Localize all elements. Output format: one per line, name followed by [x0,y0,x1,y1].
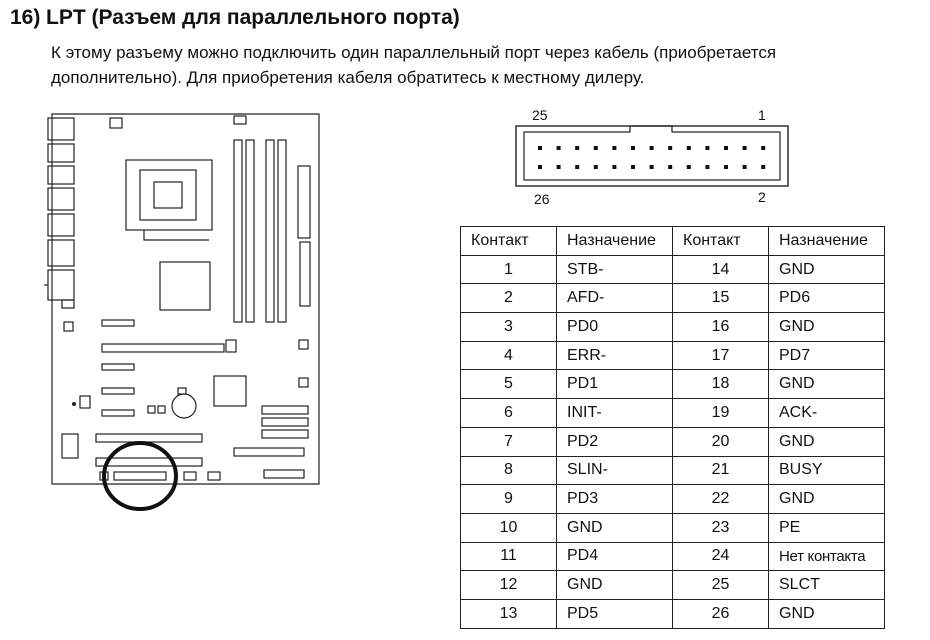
pin-number-cell: 22 [673,485,769,514]
sata-connector-2 [262,418,308,426]
connector-pin [705,146,709,150]
connector-pin [650,146,654,150]
table-row [461,370,885,399]
dimm-slot-3 [266,140,274,322]
motherboard-diagram [44,110,329,520]
connector-pin [575,146,579,150]
pin-number-cell: 23 [673,513,769,542]
pin-signal-cell: PE [769,513,885,542]
pcie-x1-slot-4 [102,410,134,416]
pin-number-cell: 3 [461,313,557,342]
pin-signal-cell: SLCT [769,571,885,600]
pin-signal-cell: BUSY [769,456,885,485]
table-header-row [461,227,885,256]
connector-pin [557,146,561,150]
pci-slot-1 [96,434,202,442]
cmos-battery [172,394,196,418]
connector-pin [761,146,765,150]
connector-pin [668,146,672,150]
pin-number-cell: 25 [673,571,769,600]
pin-signal-cell: INIT- [557,399,673,428]
header-definition-right: Назначение [769,227,885,256]
header-pin-right: Контакт [673,227,769,256]
pin-signal-cell: GND [769,313,885,342]
connector-pin [631,165,635,169]
pcie-x1-slot-1 [102,320,134,326]
pin-number-cell: 13 [461,599,557,628]
table-row [461,427,885,456]
pin-number-cell: 4 [461,341,557,370]
pin-number-cell: 5 [461,370,557,399]
pin-number-cell: 16 [673,313,769,342]
pin-number-cell: 10 [461,513,557,542]
pin-number-cell: 21 [673,456,769,485]
pin-signal-cell: GND [557,571,673,600]
pin-signal-cell: ACK- [769,399,885,428]
table-row [461,456,885,485]
pin-number-cell: 11 [461,542,557,571]
pin-number-cell: 20 [673,427,769,456]
connector-pin [557,165,561,169]
pcie-x1-slot-2 [102,364,134,370]
table-row [461,485,885,514]
pcie-x16-slot [102,344,224,352]
pin-number-cell: 7 [461,427,557,456]
pin-signal-cell: GND [769,485,885,514]
dimm-slot-1 [234,140,242,322]
northbridge-chip [160,262,210,310]
pin-signal-cell: GND [769,427,885,456]
pin-label-26: 26 [534,191,550,206]
connector-pin [761,165,765,169]
atx-power-connector [298,166,310,238]
pin-signal-cell: PD7 [769,341,885,370]
pin-signal-cell: GND [769,599,885,628]
pin-signal-cell: GND [557,513,673,542]
pin-number-cell: 9 [461,485,557,514]
connector-pins [538,146,765,169]
connector-pin [743,165,747,169]
table-row [461,399,885,428]
pin-number-cell: 2 [461,284,557,313]
connector-pin [705,165,709,169]
connector-pin [743,146,747,150]
connector-pin [650,165,654,169]
section-number: 16) [10,6,41,29]
pin-signal-cell: PD5 [557,599,673,628]
pin-signal-cell: GND [769,255,885,284]
connector-pin [594,146,598,150]
connector-pin [594,165,598,169]
pin-assignment-table [460,226,885,629]
sata-connector-3 [262,430,308,438]
connector-pin [612,146,616,150]
connector-pin [724,146,728,150]
section-title: LPT (Разъем для параллельного порта) [46,6,460,29]
pin-number-cell: 18 [673,370,769,399]
table-row [461,571,885,600]
connector-pin [575,165,579,169]
description-line-1: К этому разъему можно подключить один параллельный порт через кабель (приобретается [51,43,777,62]
pin-signal-cell: ERR- [557,341,673,370]
connector-pin [538,165,542,169]
pin-signal-cell: SLIN- [557,456,673,485]
lpt-header [114,472,166,480]
pin-label-1: 1 [758,107,766,123]
pin-number-cell: 12 [461,571,557,600]
pin-signal-cell: STB- [557,255,673,284]
pin-number-cell: 24 [673,542,769,571]
connector-pin [631,146,635,150]
pcie-x1-slot-3 [102,388,134,394]
table-row [461,542,885,571]
connector-inner-body [524,126,780,180]
table-row [461,513,885,542]
pin-signal-cell: PD2 [557,427,673,456]
table-row [461,313,885,342]
pin-signal-cell: PD1 [557,370,673,399]
connector-outer-body [516,126,788,186]
connector-pin [724,165,728,169]
description-line-2: дополнительно). Для приобретения кабеля обратитесь к местному дилеру. [51,68,645,87]
pin-number-cell: 17 [673,341,769,370]
sata-connector-1 [262,406,308,414]
pin-signal-cell: PD0 [557,313,673,342]
header-pin-left: Контакт [461,227,557,256]
connector-pin [668,165,672,169]
pin-signal-cell: AFD- [557,284,673,313]
connector-pin [687,146,691,150]
atx-12v-connector [110,118,122,128]
southbridge-chip [214,376,246,406]
lpt-connector-diagram [512,106,792,206]
pin-number-cell: 26 [673,599,769,628]
pin-signal-cell: Нет контакта [769,542,885,571]
pin-number-cell: 8 [461,456,557,485]
ide-connector [234,448,304,456]
dimm-slot-2 [246,140,254,322]
header-definition-left: Назначение [557,227,673,256]
section-heading [10,6,460,30]
pin-label-2: 2 [758,189,766,205]
pin-number-cell: 1 [461,255,557,284]
dimm-slot-4 [278,140,286,322]
pin-label-25: 25 [532,107,548,123]
pin-signal-cell: PD3 [557,485,673,514]
connector-pin [538,146,542,150]
pin-number-cell: 6 [461,399,557,428]
pin-signal-cell: GND [769,370,885,399]
lpt-highlight-circle [104,443,176,509]
table-row [461,284,885,313]
pin-number-cell: 15 [673,284,769,313]
pin-number-cell: 14 [673,255,769,284]
table-row [461,341,885,370]
section-description [51,40,926,90]
table-row [461,255,885,284]
pci-slot-2 [96,458,202,466]
pin-number-cell: 19 [673,399,769,428]
table-row [461,599,885,628]
pin-signal-cell: PD6 [769,284,885,313]
connector-pin [687,165,691,169]
connector-pin [612,165,616,169]
pin-signal-cell: PD4 [557,542,673,571]
